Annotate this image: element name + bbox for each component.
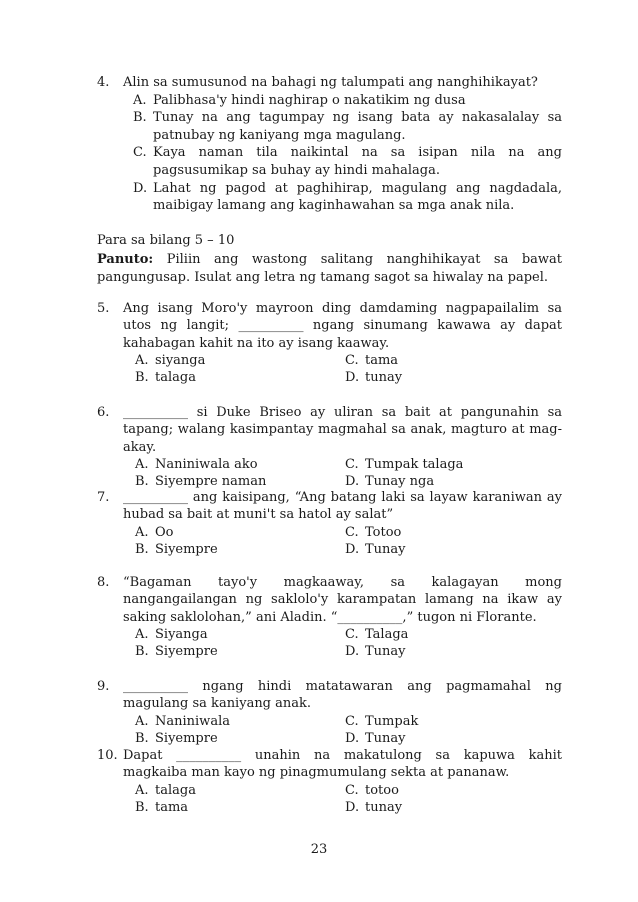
options-grid [135, 782, 562, 817]
option-letter: D. [345, 730, 360, 746]
option-c [345, 626, 495, 643]
option-b [135, 643, 345, 660]
options-grid [135, 456, 562, 491]
question-text: Ang isang Moro'y mayroon ding damdaming nagpapailalim sa utos ng langit; __________ ngang sinumang kawawa ay dapat kahabagan kahit na ito ay isang kaaway. [123, 301, 562, 351]
option-c [345, 456, 495, 473]
question-4 [97, 74, 562, 215]
page-number: 23 [310, 842, 328, 857]
option-text: totoo [365, 782, 399, 798]
options-grid [135, 626, 562, 661]
option-text: Siyempre [155, 730, 218, 746]
option-d [133, 180, 562, 215]
option-letter: D. [345, 541, 360, 557]
question-7 [97, 489, 562, 558]
option-text: Tumpak [365, 713, 419, 729]
option-letter: A. [135, 352, 149, 368]
option-letter: D. [345, 370, 360, 386]
option-d [345, 643, 495, 660]
option-text: Siyempre [155, 644, 218, 660]
option-letter: C. [345, 524, 359, 540]
option-a [135, 782, 345, 799]
option-letter: B. [133, 110, 147, 126]
option-letter: C. [345, 713, 359, 729]
option-text: tama [155, 799, 189, 815]
option-b [135, 799, 345, 816]
option-a [135, 713, 345, 730]
option-a [135, 626, 345, 643]
option-text: Siyempre [155, 541, 218, 557]
options-grid [135, 713, 562, 748]
question-number: 9. [97, 679, 110, 694]
instructions [97, 251, 562, 287]
option-d [345, 730, 495, 747]
option-b [135, 473, 345, 490]
option-letter: B. [135, 541, 149, 557]
option-a [135, 456, 345, 473]
option-text: tama [365, 352, 399, 368]
question-number: 8. [97, 575, 110, 590]
options-grid [135, 352, 562, 387]
option-letter: D. [345, 474, 360, 490]
option-b [135, 369, 345, 386]
option-a [135, 524, 345, 541]
option-text: Talaga [365, 626, 409, 642]
option-text: talaga [155, 370, 196, 386]
option-d [345, 541, 495, 558]
question-text: Alin sa sumusunod na bahagi ng talumpati ang nanghihikayat? [123, 75, 538, 90]
option-letter: A. [135, 713, 149, 729]
option-a [133, 92, 562, 110]
option-letter: B. [135, 644, 149, 660]
question-text: __________ ngang hindi matatawaran ang pagmamahal ng magulang sa kaniyang anak. [123, 679, 562, 712]
option-letter: C. [345, 626, 359, 642]
option-text: Lahat ng pagod at paghihirap, magulang ang nagdadala, maibigay lamang ang kaginhawahan sa mga anak nila. [153, 180, 562, 214]
option-letter: B. [135, 474, 149, 490]
option-text: tunay [365, 370, 403, 386]
instructions-label: Panuto: [97, 252, 154, 267]
option-letter: B. [135, 730, 149, 746]
option-letter: A. [135, 524, 149, 540]
question-9 [97, 678, 562, 747]
option-text: Siyanga [155, 626, 208, 642]
option-text: tunay [365, 799, 403, 815]
option-d [345, 473, 495, 490]
option-text: Tunay nga [365, 474, 435, 490]
option-letter: A. [133, 92, 147, 108]
option-text: Tunay [365, 730, 406, 746]
question-number: 6. [97, 405, 110, 420]
option-letter: C. [345, 782, 359, 798]
option-a [135, 352, 345, 369]
question-8 [97, 574, 562, 660]
option-text: Tunay [365, 644, 406, 660]
option-letter: C. [345, 352, 359, 368]
question-5 [97, 300, 562, 386]
option-b [135, 730, 345, 747]
option-text: Totoo [365, 524, 402, 540]
option-text: Oo [155, 524, 174, 540]
option-text: Tunay na ang tagumpay ng isang bata ay nakasalalay sa patnubay ng kaniyang mga magulang. [153, 110, 562, 143]
options-grid [135, 524, 562, 559]
option-letter: C. [345, 456, 359, 472]
option-letter: A. [135, 782, 149, 798]
option-text: talaga [155, 782, 196, 798]
option-letter: C. [133, 145, 147, 161]
option-letter: D. [133, 180, 148, 196]
option-c [133, 144, 562, 179]
instructions-text: Piliin ang wastong salitang nanghihikayat sa bawat pangungusap. Isulat ang letra ng tamang sagot sa hiwalay na papel. [97, 252, 562, 285]
question-number: 7. [97, 490, 110, 505]
option-d [345, 369, 495, 386]
option-text: Kaya naman tila naikintal na sa isipan nila na ang pagsusumikap sa buhay ay hindi mahalaga. [153, 145, 562, 178]
option-letter: D. [345, 644, 360, 660]
option-letter: B. [135, 799, 149, 815]
option-c [345, 352, 495, 369]
question-6 [97, 404, 562, 490]
option-text: Naniniwala [155, 713, 230, 729]
option-c [345, 782, 495, 799]
option-c [345, 524, 495, 541]
option-text: Tunay [365, 541, 406, 557]
option-d [345, 799, 495, 816]
question-text: “Bagaman tayo'y magkaaway, sa kalagayan mong nangangailangan ng saklolo'y karampatan lamang na ikaw ay saking saklolohan,” ani Aladin. “__________,” tugon ni Florante. [123, 575, 562, 625]
question-10 [97, 747, 562, 816]
option-b [135, 541, 345, 558]
option-letter: B. [135, 370, 149, 386]
question-text: __________ ang kaisipang, “Ang batang laki sa layaw karaniwan ay hubad sa bait at muni't sa hatol ay salat” [123, 490, 562, 523]
question-number: 10. [97, 748, 118, 763]
question-text: __________ si Duke Briseo ay uliran sa bait at pangunahin sa tapang; walang kasimpantay magmahal sa anak, magturo at mag-akay. [123, 405, 562, 455]
option-b [133, 109, 562, 144]
option-text: siyanga [155, 352, 206, 368]
question-number: 5. [97, 301, 110, 316]
option-letter: A. [135, 626, 149, 642]
option-text: Palibhasa'y hindi naghirap o nakatikim ng dusa [153, 92, 466, 108]
option-letter: A. [135, 456, 149, 472]
option-text: Siyempre naman [155, 474, 267, 490]
option-text: Tumpak talaga [365, 456, 464, 472]
section-heading: Para sa bilang 5 – 10 [97, 233, 235, 248]
question-number: 4. [97, 75, 110, 90]
question-text: Dapat __________ unahin na makatulong sa kapuwa kahit magkaiba man kayo ng pinagmumulang sekta at pananaw. [123, 748, 562, 781]
option-text: Naniniwala ako [155, 456, 258, 472]
option-letter: D. [345, 799, 360, 815]
option-c [345, 713, 495, 730]
